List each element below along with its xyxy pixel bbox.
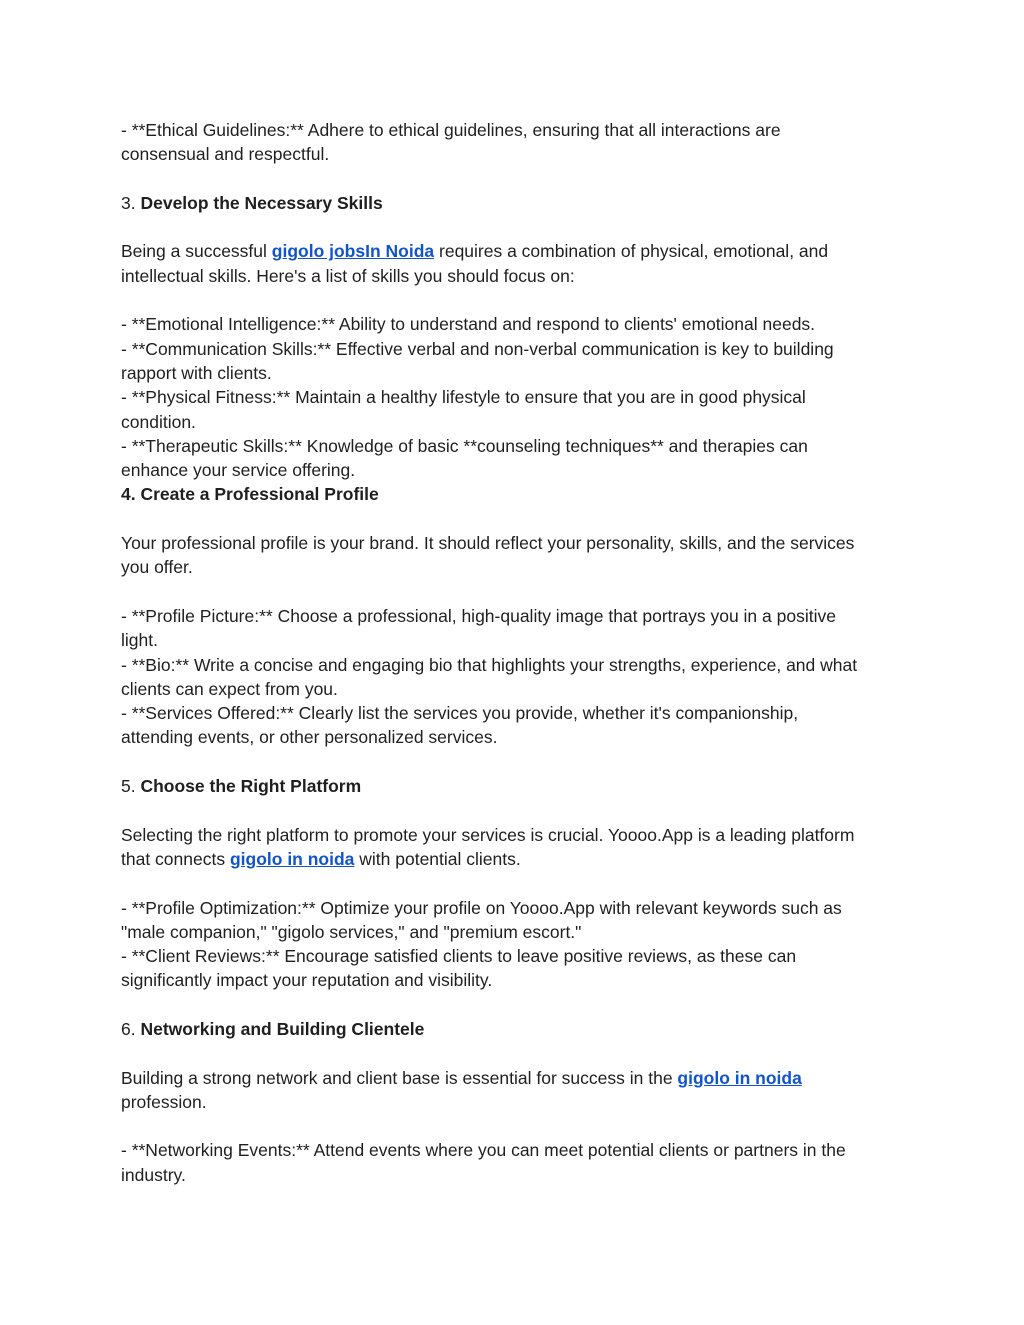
text-run: Being a successful	[121, 241, 272, 262]
list-line: - **Services Offered:** Clearly list the services you provide, whether it's companionship,	[121, 703, 799, 724]
list-line: light.	[121, 630, 158, 651]
gigolo-in-noida-link-2[interactable]: gigolo in noida	[677, 1067, 802, 1088]
text-run: with potential clients.	[354, 848, 521, 869]
spacer	[121, 750, 911, 774]
paragraph-line: profession.	[121, 1091, 207, 1112]
heading-title: Develop the Necessary Skills	[140, 192, 383, 213]
heading-number: 5.	[121, 776, 141, 797]
gigolo-jobs-noida-link[interactable]: gigolo jobsIn Noida	[271, 241, 435, 262]
paragraph-line: intellectual skills. Here's a list of skills you should focus on:	[121, 265, 575, 286]
text-run: requires a combination of physical, emotional, and	[434, 241, 829, 262]
spacer	[121, 167, 911, 191]
spacer	[121, 1041, 911, 1065]
section-heading-3	[121, 191, 911, 215]
spacer	[121, 1114, 911, 1138]
spacer	[121, 580, 911, 604]
list-line: attending events, or other personalized services.	[121, 727, 498, 748]
heading-title: Networking and Building Clientele	[140, 1018, 425, 1039]
heading-number: 6.	[121, 1018, 141, 1039]
list-line: - **Networking Events:** Attend events where you can meet potential clients or partners in the	[121, 1140, 846, 1161]
spacer	[121, 871, 911, 895]
list-line: condition.	[121, 411, 196, 432]
list-line: - **Emotional Intelligence:** Ability to understand and respond to clients' emotional needs.	[121, 314, 816, 335]
heading-title: 4. Create a Professional Profile	[121, 484, 379, 505]
paragraph-line	[121, 239, 911, 263]
section-heading-5	[121, 774, 911, 798]
document-body	[121, 118, 911, 1187]
paragraph-line: Selecting the right platform to promote your services is crucial. Yoooo.App is a leading platform	[121, 824, 855, 845]
paragraph-line: consensual and respectful.	[121, 144, 330, 165]
heading-title: Choose the Right Platform	[140, 776, 362, 797]
heading-number: 3.	[121, 192, 141, 213]
paragraph-line	[121, 847, 911, 871]
text-run: Building a strong network and client base is essential for success in the	[121, 1067, 678, 1088]
list-line: - **Client Reviews:** Encourage satisfied clients to leave positive reviews, as these can	[121, 946, 797, 967]
list-line: - **Therapeutic Skills:** Knowledge of basic **counseling techniques** and therapies can	[121, 435, 808, 456]
paragraph-line	[121, 1066, 911, 1090]
paragraph-line: Your professional profile is your brand. It should reflect your personality, skills, and the services	[121, 533, 855, 554]
paragraph-line: - **Ethical Guidelines:** Adhere to ethical guidelines, ensuring that all interactions are	[121, 120, 781, 140]
list-line: industry.	[121, 1164, 186, 1185]
list-line: enhance your service offering.	[121, 460, 356, 481]
list-line: - **Profile Picture:** Choose a professional, high-quality image that portrays you in a positive	[121, 605, 836, 626]
list-line: significantly impact your reputation and visibility.	[121, 970, 493, 991]
section-heading-4	[121, 482, 911, 506]
text-run: that connects	[121, 848, 230, 869]
list-line: - **Profile Optimization:** Optimize your profile on Yoooo.App with relevant keywords such as	[121, 897, 842, 918]
spacer	[121, 993, 911, 1017]
list-line: "male companion," "gigolo services," and "premium escort."	[121, 921, 582, 942]
list-line: clients can expect from you.	[121, 678, 338, 699]
list-line: rapport with clients.	[121, 362, 272, 383]
list-line: - **Bio:** Write a concise and engaging bio that highlights your strengths, experience, and what	[121, 654, 858, 675]
spacer	[121, 798, 911, 822]
spacer	[121, 288, 911, 312]
spacer	[121, 215, 911, 239]
gigolo-in-noida-link[interactable]: gigolo in noida	[229, 848, 355, 869]
list-line: - **Communication Skills:** Effective verbal and non-verbal communication is key to building	[121, 338, 834, 359]
paragraph-line: you offer.	[121, 557, 193, 578]
list-line: - **Physical Fitness:** Maintain a healthy lifestyle to ensure that you are in good physical	[121, 387, 806, 408]
section-heading-6	[121, 1017, 911, 1041]
spacer	[121, 507, 911, 531]
